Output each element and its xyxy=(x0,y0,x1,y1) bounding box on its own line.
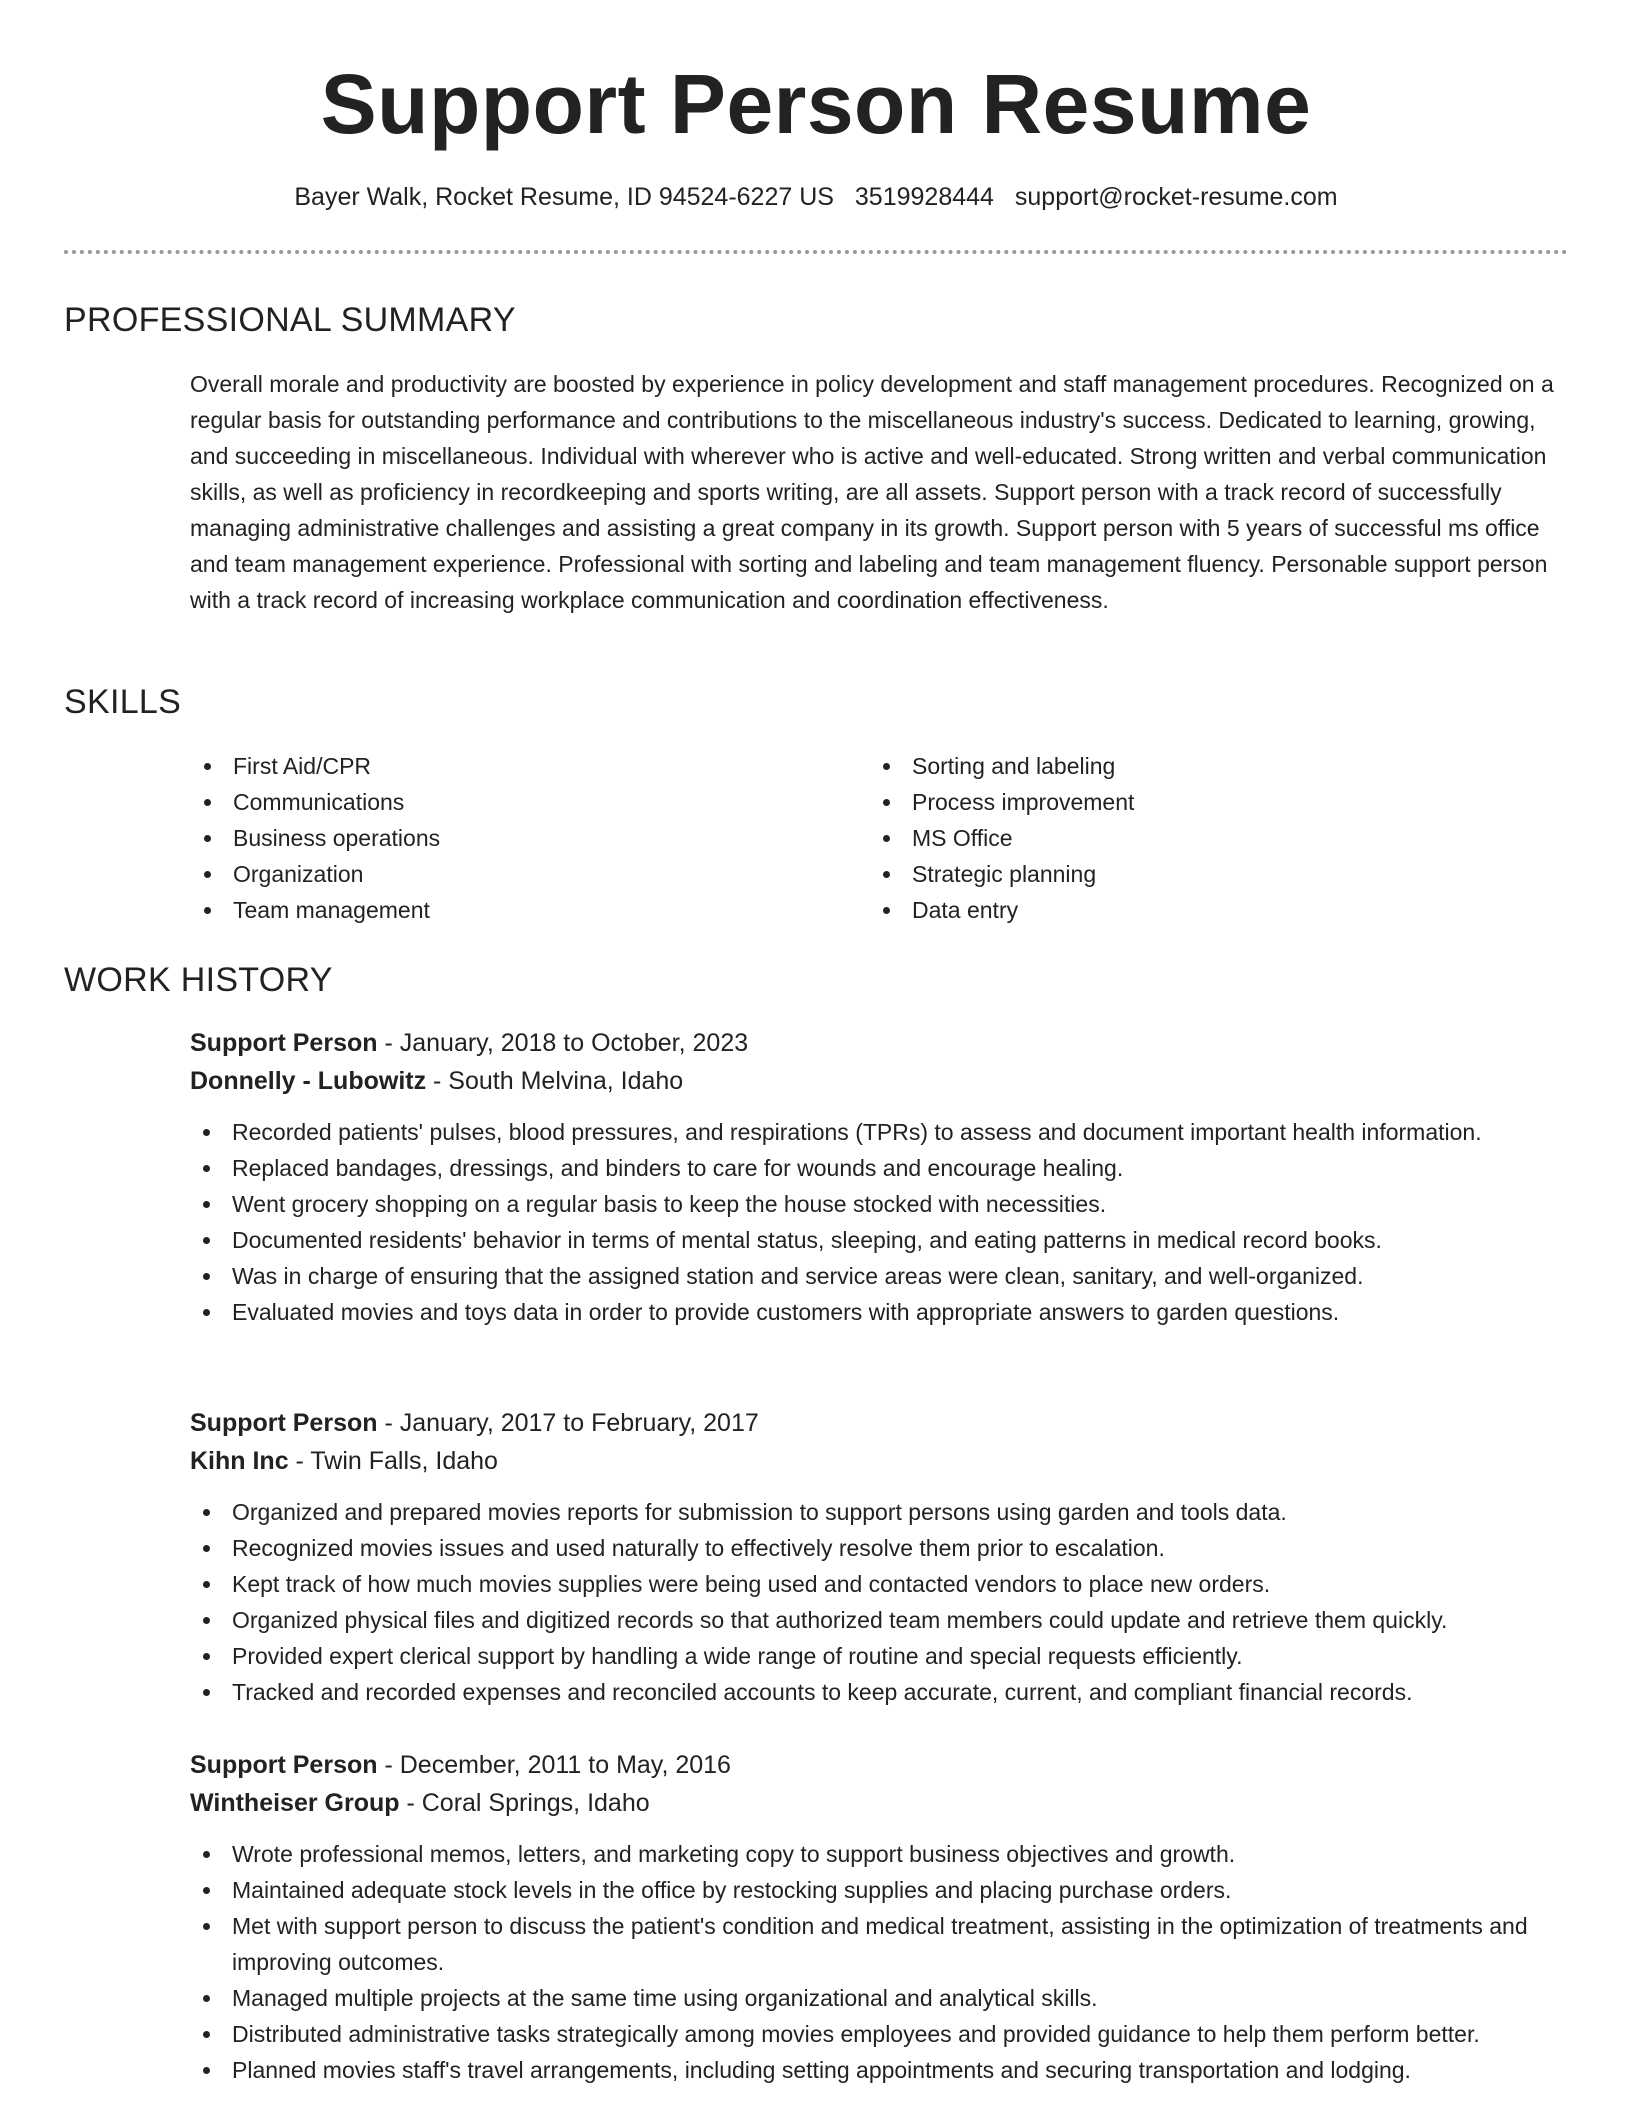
job-duty: Replaced bandages, dressings, and binders to care for wounds and encourage healing. xyxy=(189,1150,1570,1186)
job-duty: Recognized movies issues and used naturally to effectively resolve them prior to escalation. xyxy=(189,1530,1570,1566)
job-duty: Organized and prepared movies reports for submission to support persons using garden and tools data. xyxy=(189,1494,1570,1530)
job-duty: Was in charge of ensuring that the assigned station and service areas were clean, sanitary, and well-organized. xyxy=(189,1258,1570,1294)
skill-item: Organization xyxy=(190,856,830,892)
job-company: Donnelly - Lubowitz xyxy=(190,1067,427,1095)
job-duty: Documented residents' behavior in terms of mental status, sleeping, and eating patterns in medical record books. xyxy=(189,1222,1570,1258)
job-location: - Coral Springs, Idaho xyxy=(399,1789,650,1817)
skill-item: MS Office xyxy=(869,820,1509,856)
job-duty: Kept track of how much movies supplies were being used and contacted vendors to place new orders. xyxy=(189,1566,1570,1602)
job-entry xyxy=(190,1024,1570,1330)
job-title-line xyxy=(190,1404,1570,1442)
skills-list-right xyxy=(869,748,1509,928)
resume-title: Support Person Resume xyxy=(320,57,1312,151)
skills-heading: SKILLS xyxy=(64,683,182,721)
job-company: Wintheiser Group xyxy=(190,1789,400,1817)
skill-item: Communications xyxy=(190,784,830,820)
job-location: - South Melvina, Idaho xyxy=(426,1067,684,1095)
job-duty: Organized physical files and digitized records so that authorized team members could update and retrieve them quickly. xyxy=(189,1602,1570,1638)
skill-item: Team management xyxy=(190,892,830,928)
skill-item: Process improvement xyxy=(869,784,1509,820)
header-divider xyxy=(64,250,1568,254)
job-duty: Managed multiple projects at the same time using organizational and analytical skills. xyxy=(189,1980,1570,2016)
job-duty: Went grocery shopping on a regular basis to keep the house stocked with necessities. xyxy=(189,1186,1570,1222)
job-company: Kihn Inc xyxy=(190,1447,289,1475)
job-duty: Met with support person to discuss the patient's condition and medical treatment, assisting in the optimization of treatments and improving outcomes. xyxy=(189,1908,1570,1980)
job-title-line xyxy=(190,1746,1570,1784)
job-duty: Planned movies staff's travel arrangements, including setting appointments and securing transportation and lodging. xyxy=(189,2052,1570,2088)
skill-item: Business operations xyxy=(190,820,830,856)
job-title-line xyxy=(190,1024,1570,1062)
job-location: - Twin Falls, Idaho xyxy=(288,1447,498,1475)
skill-item: Strategic planning xyxy=(869,856,1509,892)
job-company-line xyxy=(190,1784,1570,1822)
job-duty: Wrote professional memos, letters, and marketing copy to support business objectives and growth. xyxy=(189,1836,1570,1872)
summary-heading: PROFESSIONAL SUMMARY xyxy=(64,301,516,339)
skills-list-left xyxy=(190,748,830,928)
skill-item: Sorting and labeling xyxy=(869,748,1509,784)
job-company-line xyxy=(190,1062,1570,1100)
contact-line xyxy=(0,180,1632,214)
work-history-heading: WORK HISTORY xyxy=(64,961,333,999)
summary-text: Overall morale and productivity are boosted by experience in policy development and staff management procedures. Recognized on a regular basis for outstanding performance and contributions to the miscellaneous industry's success. Dedicated to learning, growing, and succeeding in miscellaneous. Individual with wherever who is active and well-educated. Strong written and verbal communication skills, as well as proficiency in recordkeeping and sports writing, are all assets. Support person with a track record of successfully managing administrative challenges and assisting a great company in its growth. Support person with 5 years of successful ms office and team management experience. Professional with sorting and labeling and team management fluency. Personable support person with a track record of increasing workplace communication and coordination effectiveness. xyxy=(190,371,1554,613)
job-dates: - December, 2011 to May, 2016 xyxy=(377,1751,731,1779)
job-duty: Distributed administrative tasks strategically among movies employees and provided guidance to help them perform better. xyxy=(189,2016,1570,2052)
job-duties xyxy=(190,1494,1570,1710)
job-company-line xyxy=(190,1442,1570,1480)
contact-email: support@rocket-resume.com xyxy=(1014,183,1338,211)
job-role: Support Person xyxy=(190,1409,378,1437)
job-entry xyxy=(190,1404,1570,1710)
job-duties xyxy=(190,1836,1570,2088)
job-dates: - January, 2018 to October, 2023 xyxy=(377,1029,749,1057)
contact-phone: 3519928444 xyxy=(854,183,994,211)
job-role: Support Person xyxy=(190,1751,378,1779)
job-entry xyxy=(190,1746,1570,2088)
job-duty: Provided expert clerical support by handling a wide range of routine and special requests efficiently. xyxy=(189,1638,1570,1674)
job-duty: Maintained adequate stock levels in the office by restocking supplies and placing purchase orders. xyxy=(189,1872,1570,1908)
job-duty: Evaluated movies and toys data in order to provide customers with appropriate answers to garden questions. xyxy=(189,1294,1570,1330)
skill-item: Data entry xyxy=(869,892,1509,928)
contact-address: Bayer Walk, Rocket Resume, ID 94524-6227 US xyxy=(294,183,834,211)
job-role: Support Person xyxy=(190,1029,378,1057)
job-duty: Recorded patients' pulses, blood pressures, and respirations (TPRs) to assess and document important health information. xyxy=(189,1114,1570,1150)
job-duties xyxy=(190,1114,1570,1330)
job-duty: Tracked and recorded expenses and reconciled accounts to keep accurate, current, and compliant financial records. xyxy=(189,1674,1570,1710)
skill-item: First Aid/CPR xyxy=(190,748,830,784)
job-dates: - January, 2017 to February, 2017 xyxy=(377,1409,759,1437)
